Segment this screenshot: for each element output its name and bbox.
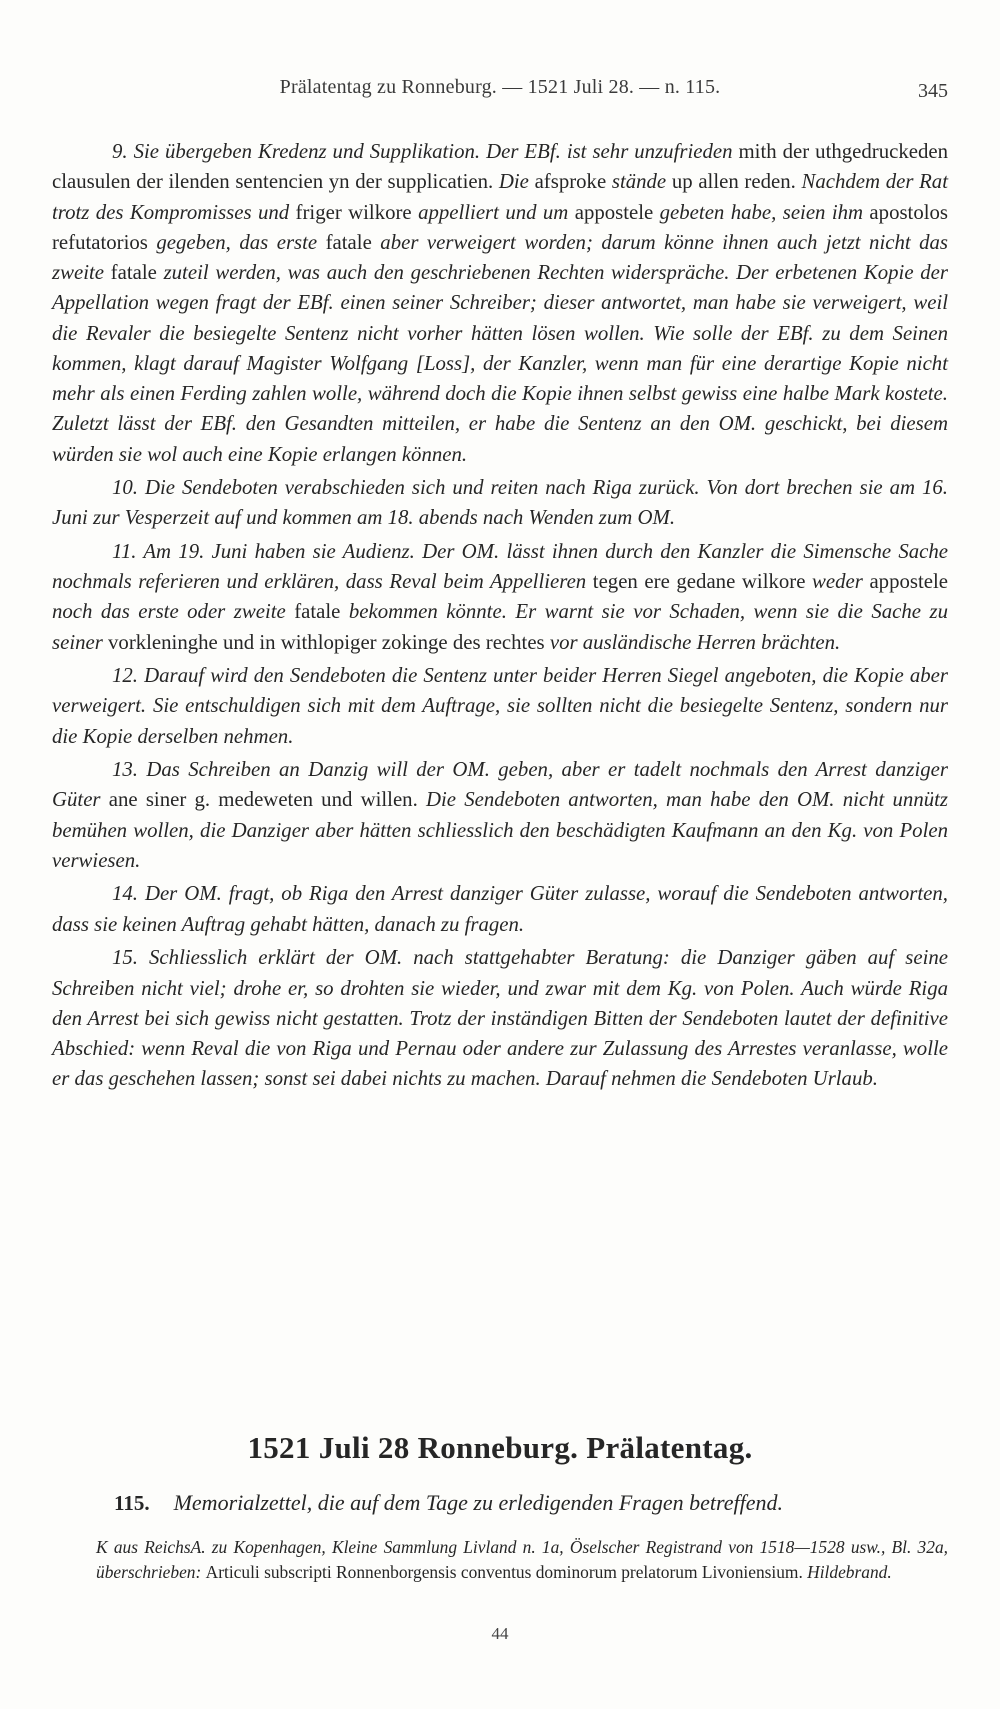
signature-mark: 44: [491, 1624, 509, 1643]
text-segment: fatale: [317, 230, 381, 254]
paragraph: [52, 755, 948, 876]
text-segment: 15. Schliesslich erklärt der OM. nach stattgehabter Beratung: die Danziger gäben auf seine Schreiben nicht viel; drohe er, so drohten sie wieder, und zwar mit dem Kg. von Polen. Auch würde Riga den Arrest bei sich gewiss nicht gestatten. Trotz der inständigen Bitten der Sendeboten lautet der definitive Abschied: wenn Reval die von Riga und Pernau oder andere zur Zulassung des Arrestes veranlasse, wolle er das geschehen lassen; sonst sei dabei nichts zu machen. Darauf nehmen die Sendeboten Urlaub.: [52, 946, 948, 1091]
text-segment: 10. Die Sendeboten verabschieden sich und reiten nach Riga zurück. Von dort brechen sie am 16. Juni zur Vesperzeit auf und kommen am 18. abends nach Wenden zum OM.: [52, 476, 948, 530]
text-segment: Nachdem der Rat trotz des Kompromisses und: [52, 170, 948, 224]
text-segment: noch das erste oder zweite: [52, 600, 286, 624]
source-note-part2: Articuli subscripti Ronnenborgensis conventus dominorum prelatorum Livoniensium.: [205, 1562, 808, 1582]
text-segment: 9. Sie übergeben Kredenz und Supplikation. Der EBf. ist sehr unzufrieden: [112, 140, 733, 163]
text-segment: mith der uthgedruckeden clausulen der ilenden sentencien yn der supplicatien.: [52, 140, 948, 194]
text-segment: appelliert und um: [418, 200, 569, 224]
text-segment: ane siner g. medeweten und willen.: [100, 788, 426, 812]
text-segment: Die Sendeboten antworten, man habe den OM. nicht unnütz bemühen wollen, die Danziger aber hätten schliesslich den beschädigten Kaufmann an den Kg. von Polen verwiesen.: [52, 788, 948, 872]
text-segment: 13. Das Schreiben an Danzig will der OM. geben, aber er tadelt nochmals den Arrest danziger Güter: [52, 758, 948, 812]
text-segment: 11. Am 19. Juni haben sie Audienz. Der OM. lässt ihnen durch den Kanzler die Simensche Sache nochmals referieren und erklären, dass Reval beim Appellieren: [52, 539, 948, 594]
text-segment: apostolos refutatorios: [52, 200, 949, 254]
text-segment: gegeben, das erste: [156, 230, 318, 254]
text-segment: Die: [498, 170, 529, 194]
text-segment: weder: [812, 570, 863, 594]
text-segment: vor ausländische Herren brächten.: [549, 630, 841, 654]
text-segment: fatale: [285, 600, 349, 624]
paragraph: [52, 473, 948, 534]
text-segment: vorkleninghe und in withlopiger zokinge des rechtes: [102, 630, 550, 654]
text-segment: 14. Der OM. fragt, ob Riga den Arrest danziger Güter zulasse, worauf die Sendeboten antworten, dass sie keinen Auftrag gehabt hätten, danach zu fragen.: [52, 882, 948, 936]
text-segment: zuteil werden, was auch den geschriebenen Rechten widerspräche. Der erbetenen Kopie der Appellation wegen fragt der EBf. einen seiner Schreiber; dieser antwortet, man habe sie verweigert, weil die Revaler die besiegelte Sentenz nicht vorher hätten lösen wollen. Wie solle der EBf. zu dem Seinen kommen, klagt darauf Magister Wolfgang [Loss], der Kanzler, wenn man für eine derartige Kopie nicht mehr als einen Ferding zahlen wolle, während doch die Kopie ihnen selbst gewiss eine halbe Mark kostete. Zuletzt lässt der EBf. den Gesandten mitteilen, er habe die Sentenz an den OM. geschickt, bei diesem würden sie wol auch eine Kopie erlangen können.: [52, 261, 948, 466]
text-segment: appostele: [862, 570, 948, 594]
text-segment: tegen ere gedane wilkore: [586, 570, 813, 594]
page-header: [52, 72, 948, 112]
source-note: [96, 1535, 948, 1585]
running-title: Prälatentag zu Ronneburg. — 1521 Juli 28. — n. 115.: [279, 76, 721, 98]
text-segment: afsproke: [528, 170, 612, 194]
text-segment: aber verweigert worden; darum könne ihnen auch jetzt nicht das zweite: [52, 230, 949, 284]
page-number: 345: [918, 80, 948, 102]
text-segment: appostele: [568, 200, 660, 224]
text-segment: 12. Darauf wird den Sendeboten die Sentenz unter beider Herren Siegel angeboten, die Kopie aber verweigert. Sie entschuldigen sich mit dem Auftrage, sie sollten nicht die besiegelte Sentenz, sondern nur die Kopie derselben nehmen.: [52, 664, 948, 748]
body-text: [52, 137, 948, 1098]
paragraph: [52, 537, 948, 658]
text-segment: stände: [611, 170, 667, 194]
paragraph: [52, 879, 948, 940]
text-segment: fatale: [103, 261, 164, 284]
text-segment: gebeten habe, seien ihm: [659, 200, 864, 224]
document-title: [52, 1490, 948, 1516]
text-segment: bekommen könnte. Er warnt sie vor Schaden, wenn sie die Sache zu seiner: [52, 600, 948, 654]
document-title-text: Memorialzettel, die auf dem Tage zu erledigenden Fragen betreffend.: [173, 1490, 783, 1515]
paragraph: [52, 943, 948, 1094]
text-segment: friger wilkore: [289, 200, 419, 224]
text-segment: up allen reden.: [666, 170, 802, 194]
document-number: 115.: [114, 1491, 150, 1515]
source-note-part3: Hildebrand.: [807, 1562, 892, 1582]
paragraph: [52, 661, 948, 752]
source-note-part1: K aus ReichsA. zu Kopenhagen, Kleine Sammlung Livland n. 1a, Öselscher Registrand von 1518—1528 usw., Bl. 32a, überschrieben:: [96, 1537, 948, 1582]
paragraph: [52, 137, 948, 470]
section-heading: 1521 Juli 28 Ronneburg. Prälatentag.: [247, 1430, 753, 1465]
